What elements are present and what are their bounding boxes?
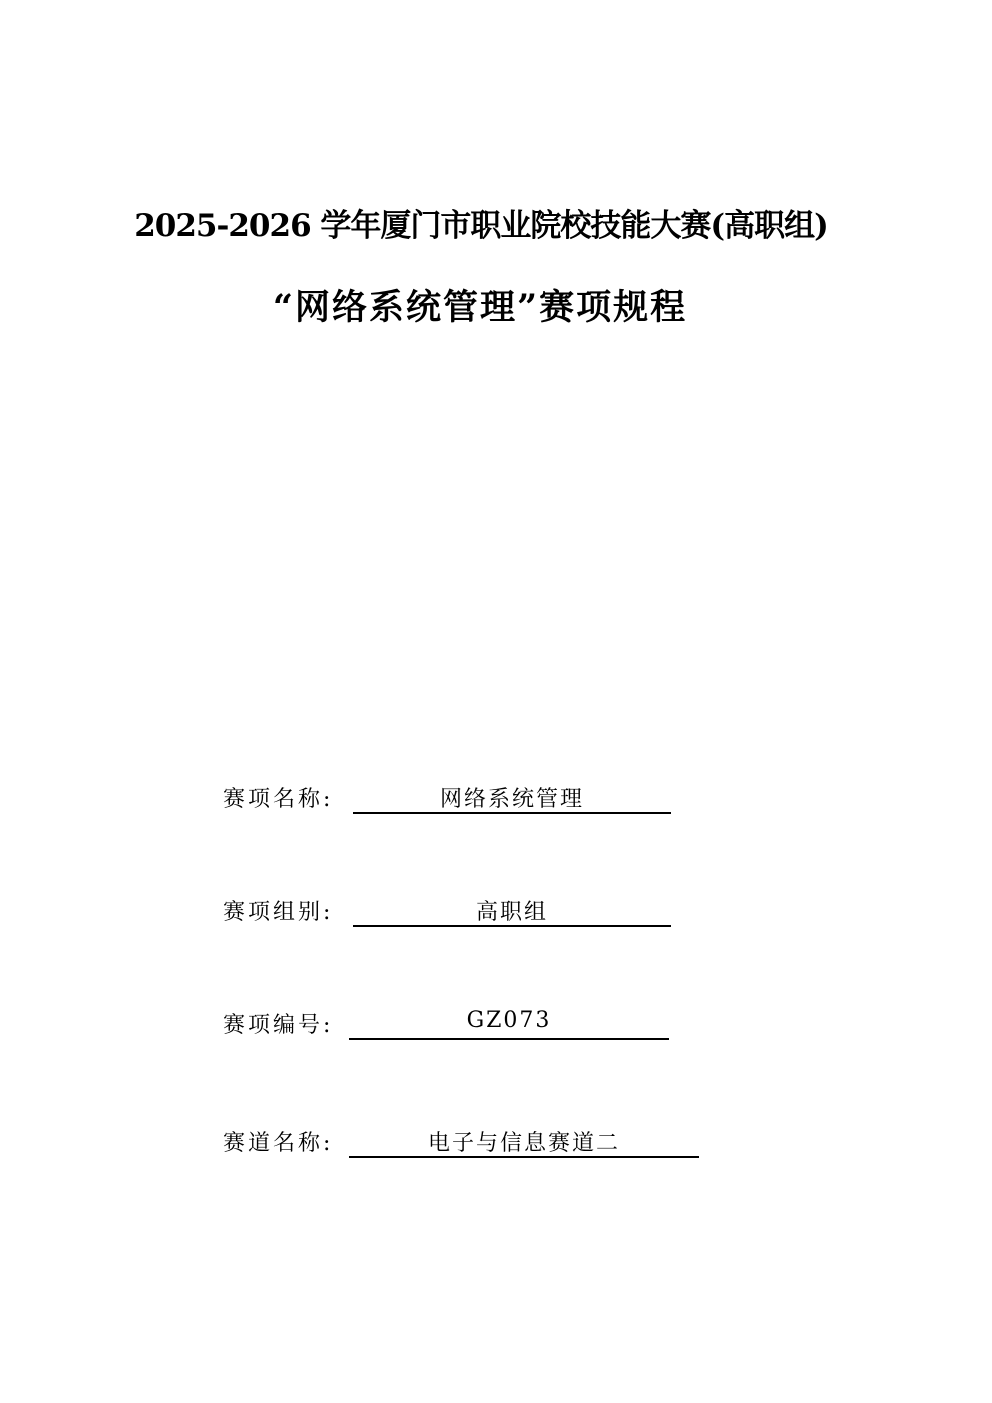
field-value: 网络系统管理 xyxy=(353,782,671,814)
field-label: 赛项组别: xyxy=(223,900,334,925)
field-label: 赛项名称: xyxy=(223,787,334,812)
field-label: 赛项编号: xyxy=(223,1013,334,1038)
field-value: 电子与信息赛道二 xyxy=(349,1126,699,1158)
field-label: 赛道名称: xyxy=(223,1131,334,1156)
field-value: 高职组 xyxy=(353,895,671,927)
document-title: 2025-2026 学年厦门市职业院校技能大赛(高职组) xyxy=(134,208,828,244)
field-value: GZ073 xyxy=(349,1008,669,1040)
document-subtitle: “网络系统管理”赛项规程 xyxy=(272,287,688,328)
